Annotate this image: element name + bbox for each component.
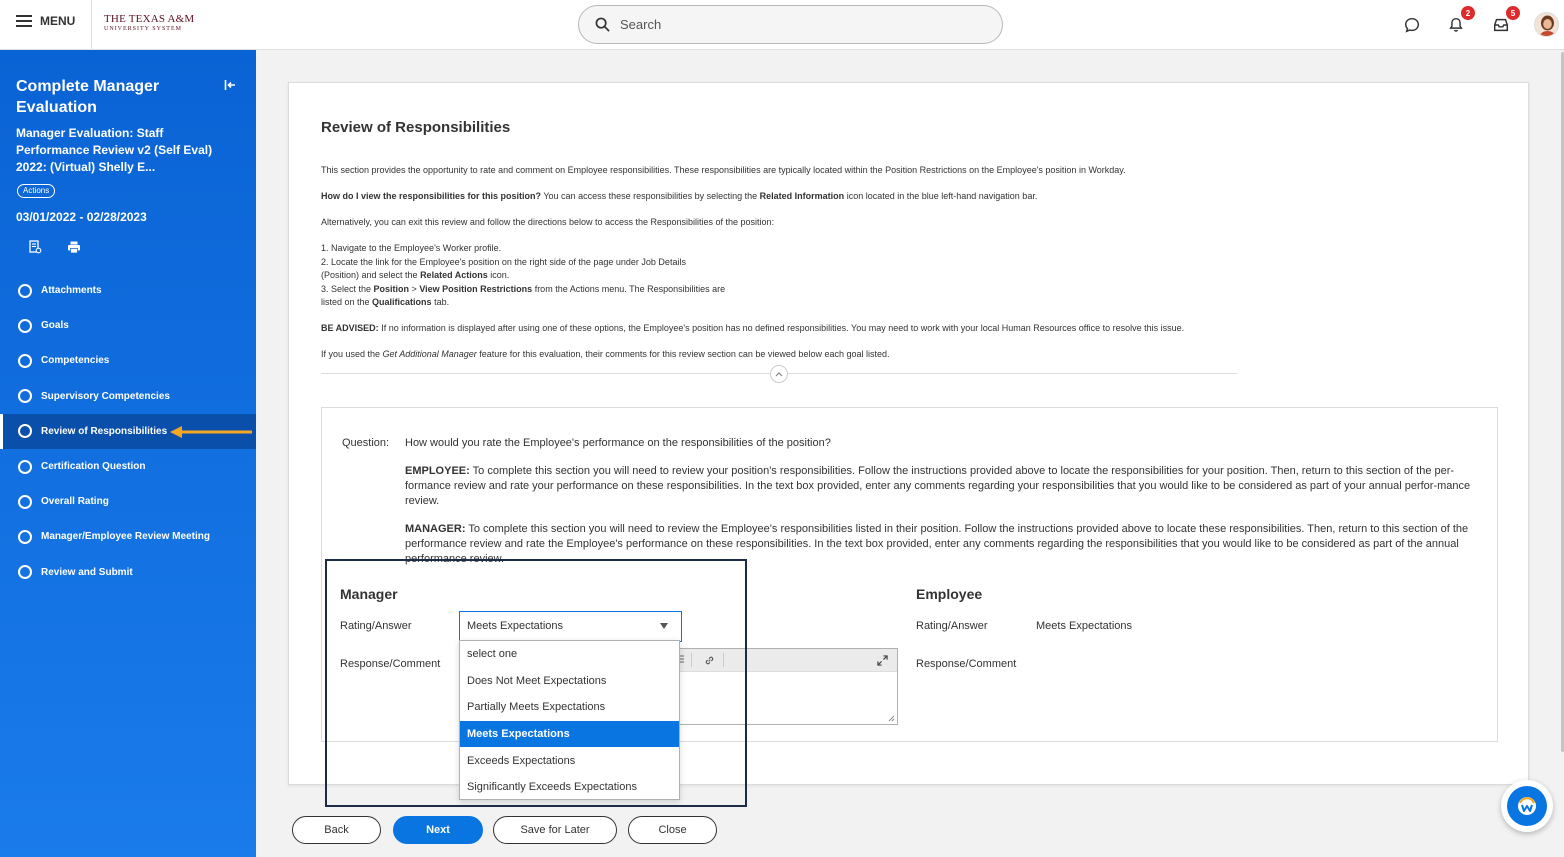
step-circle-icon [18,389,32,403]
sidebar [0,50,256,857]
close-button[interactable]: Close [628,816,717,844]
rating-option-select-one[interactable]: select one [467,648,518,661]
step-3-cont: listed on the Qualifications tab. [321,297,450,307]
step-circle-icon [18,284,32,298]
employee-heading: Employee [916,586,983,602]
actions-button[interactable]: Actions [17,184,55,198]
employee-instructions: EMPLOYEE: To complete this section you will need to review your position's responsibilities. Follow the instructions provided above to locate the responsibilities for your position. Then, return to this section of the per-formance review and rate your performance on these responsibilities. In the text box provided, enter any comments regarding your responsibilities that you would like to be considered as part of your annual perfor-mance review. [405,465,1471,507]
question-text: How would you rate the Employee's performance on the responsibilities of the position? [405,437,831,449]
step-2-cont: (Position) and select the Related Actions icon. [321,270,510,280]
sidebar-item-attachments[interactable] [0,273,256,308]
step-circle-icon [18,424,32,438]
manager-heading: Manager [340,586,398,602]
menu-button[interactable] [16,14,75,28]
intro-paragraph: This section provides the opportunity to rate and comment on Employee responsibilities. These responsibilities are typically located within the Position Restrictions on the Employee's position in Workday. [321,165,1126,175]
inbox-badge: 5 [1506,6,1520,20]
alternative-paragraph: Alternatively, you can exit this review and follow the directions below to access the Responsibilities of the position: [321,217,775,227]
hamburger-icon [16,15,32,27]
rating-option-exceeds[interactable]: Exceeds Expectations [467,754,576,767]
sidebar-item-competencies[interactable] [0,343,256,378]
top-bar [0,0,1564,50]
sidebar-item-label: Overall Rating [41,496,109,508]
step-circle-icon [18,319,32,333]
additional-manager-paragraph: If you used the Get Additional Manager feature for this evaluation, their comments for this review section can be viewed below each goal listed. [321,349,890,359]
annotation-arrow-icon [168,424,252,440]
sidebar-item-label: Attachments [41,285,102,297]
sidebar-item-goals[interactable] [0,308,256,343]
step-2: 2. Locate the link for the Employee's position on the right side of the page under Job Details [321,256,686,267]
instructions [321,164,1251,374]
sidebar-item-review-and-submit[interactable] [0,555,256,590]
bell-icon[interactable] [1444,8,1471,37]
chat-icon[interactable] [1400,13,1424,37]
sidebar-item-label: Review of Responsibilities [41,425,168,437]
sidebar-item-review-of-responsibilities[interactable] [0,414,256,449]
step-circle-icon [18,530,32,544]
step-circle-icon [18,354,32,368]
sidebar-item-supervisory-competencies[interactable] [0,379,256,414]
sidebar-title: Complete Manager Evaluation [16,78,160,116]
sidebar-item-label: Manager/Employee Review Meeting [41,531,210,543]
sidebar-item-review-meeting[interactable] [0,519,256,554]
step-circle-icon [18,495,32,509]
expand-icon[interactable] [877,655,888,666]
print-icon[interactable] [67,240,81,259]
logo[interactable]: THE TEXAS A&M UNIVERSITY SYSTEM [104,13,195,32]
sidebar-item-label: Review and Submit [41,566,133,578]
manager-rating-label: Rating/Answer [340,620,412,632]
workday-w-icon [1507,786,1547,826]
help-assistant-button[interactable] [1501,780,1553,832]
rating-option-partially-meets[interactable]: Partially Meets Expectations [467,701,606,714]
menu-label: MENU [40,14,76,28]
related-info-icon[interactable] [28,240,42,259]
manager-instructions: MANAGER: To complete this section you will need to review the Employee's responsibilities listed in their position. Follow the instructions provided above to locate these responsibilities. Then, return to this section of the performance review and rate the Employee's performance on these responsibilities. In the text box provided, enter any comments regarding the responsibilities that you would like to be considered as part of the annual performance review. [405,523,1469,565]
back-button[interactable]: Back [292,816,381,844]
employee-rating-label: Rating/Answer [916,620,988,632]
collapse-sidebar-icon[interactable] [224,78,236,96]
rating-option-does-not-meet[interactable]: Does Not Meet Expectations [467,674,607,687]
sidebar-item-label: Competencies [41,355,110,367]
sidebar-item-label: Certification Question [41,461,146,473]
search-icon [595,17,610,32]
step-3: 3. Select the Position > View Position Restrictions from the Actions menu. The Responsibilities are [321,283,726,294]
collapse-section-button[interactable] [770,365,788,383]
sidebar-item-certification-question[interactable] [0,449,256,484]
chevron-up-icon [775,371,783,377]
manager-comment-label: Response/Comment [340,658,441,670]
divider [91,0,92,50]
sidebar-item-overall-rating[interactable] [0,484,256,519]
rating-option-meets[interactable]: Meets Expectations [460,721,679,748]
advised-paragraph: BE ADVISED: If no information is displayed after using one of these options, the Employee's position has no defined responsibilities. You may need to work with your local Human Resources office to resolve this issue. [321,323,1185,333]
step-1: 1. Navigate to the Employee's Worker profile. [321,243,502,253]
question-label: Question: [342,437,390,449]
next-button[interactable]: Next [393,816,483,844]
page-title: Review of Responsibilities [321,119,511,136]
employee-comment-label: Response/Comment [916,658,1017,670]
annotation-highlight-box [325,559,747,807]
review-period: 03/01/2022 - 02/28/2023 [16,210,147,224]
avatar[interactable] [1534,12,1559,37]
search-input[interactable] [578,5,1003,44]
step-circle-icon [18,460,32,474]
resize-handle-icon[interactable] [888,715,895,722]
step-circle-icon [18,565,32,579]
search-placeholder: Search [620,17,662,32]
employee-rating-value: Meets Expectations [1036,620,1132,632]
inbox-icon[interactable] [1489,8,1516,37]
sidebar-item-label: Supervisory Competencies [41,390,170,402]
selected-rating: Meets Expectations [467,620,563,632]
notification-badge: 2 [1461,6,1475,20]
save-for-later-button[interactable]: Save for Later [493,816,617,844]
how-to-paragraph: How do I view the responsibilities for this position? You can access these responsibilities by selecting the Related Information icon located in the blue left-hand navigation bar. [321,191,1038,201]
sidebar-nav [0,273,256,590]
sidebar-item-label: Goals [41,320,69,332]
rating-option-significantly-exceeds[interactable]: Significantly Exceeds Expectations [467,781,637,794]
sidebar-subtitle[interactable]: Manager Evaluation: Staff Performance Review v2 (Self Eval) 2022: (Virtual) Shelly E... [16,126,213,174]
